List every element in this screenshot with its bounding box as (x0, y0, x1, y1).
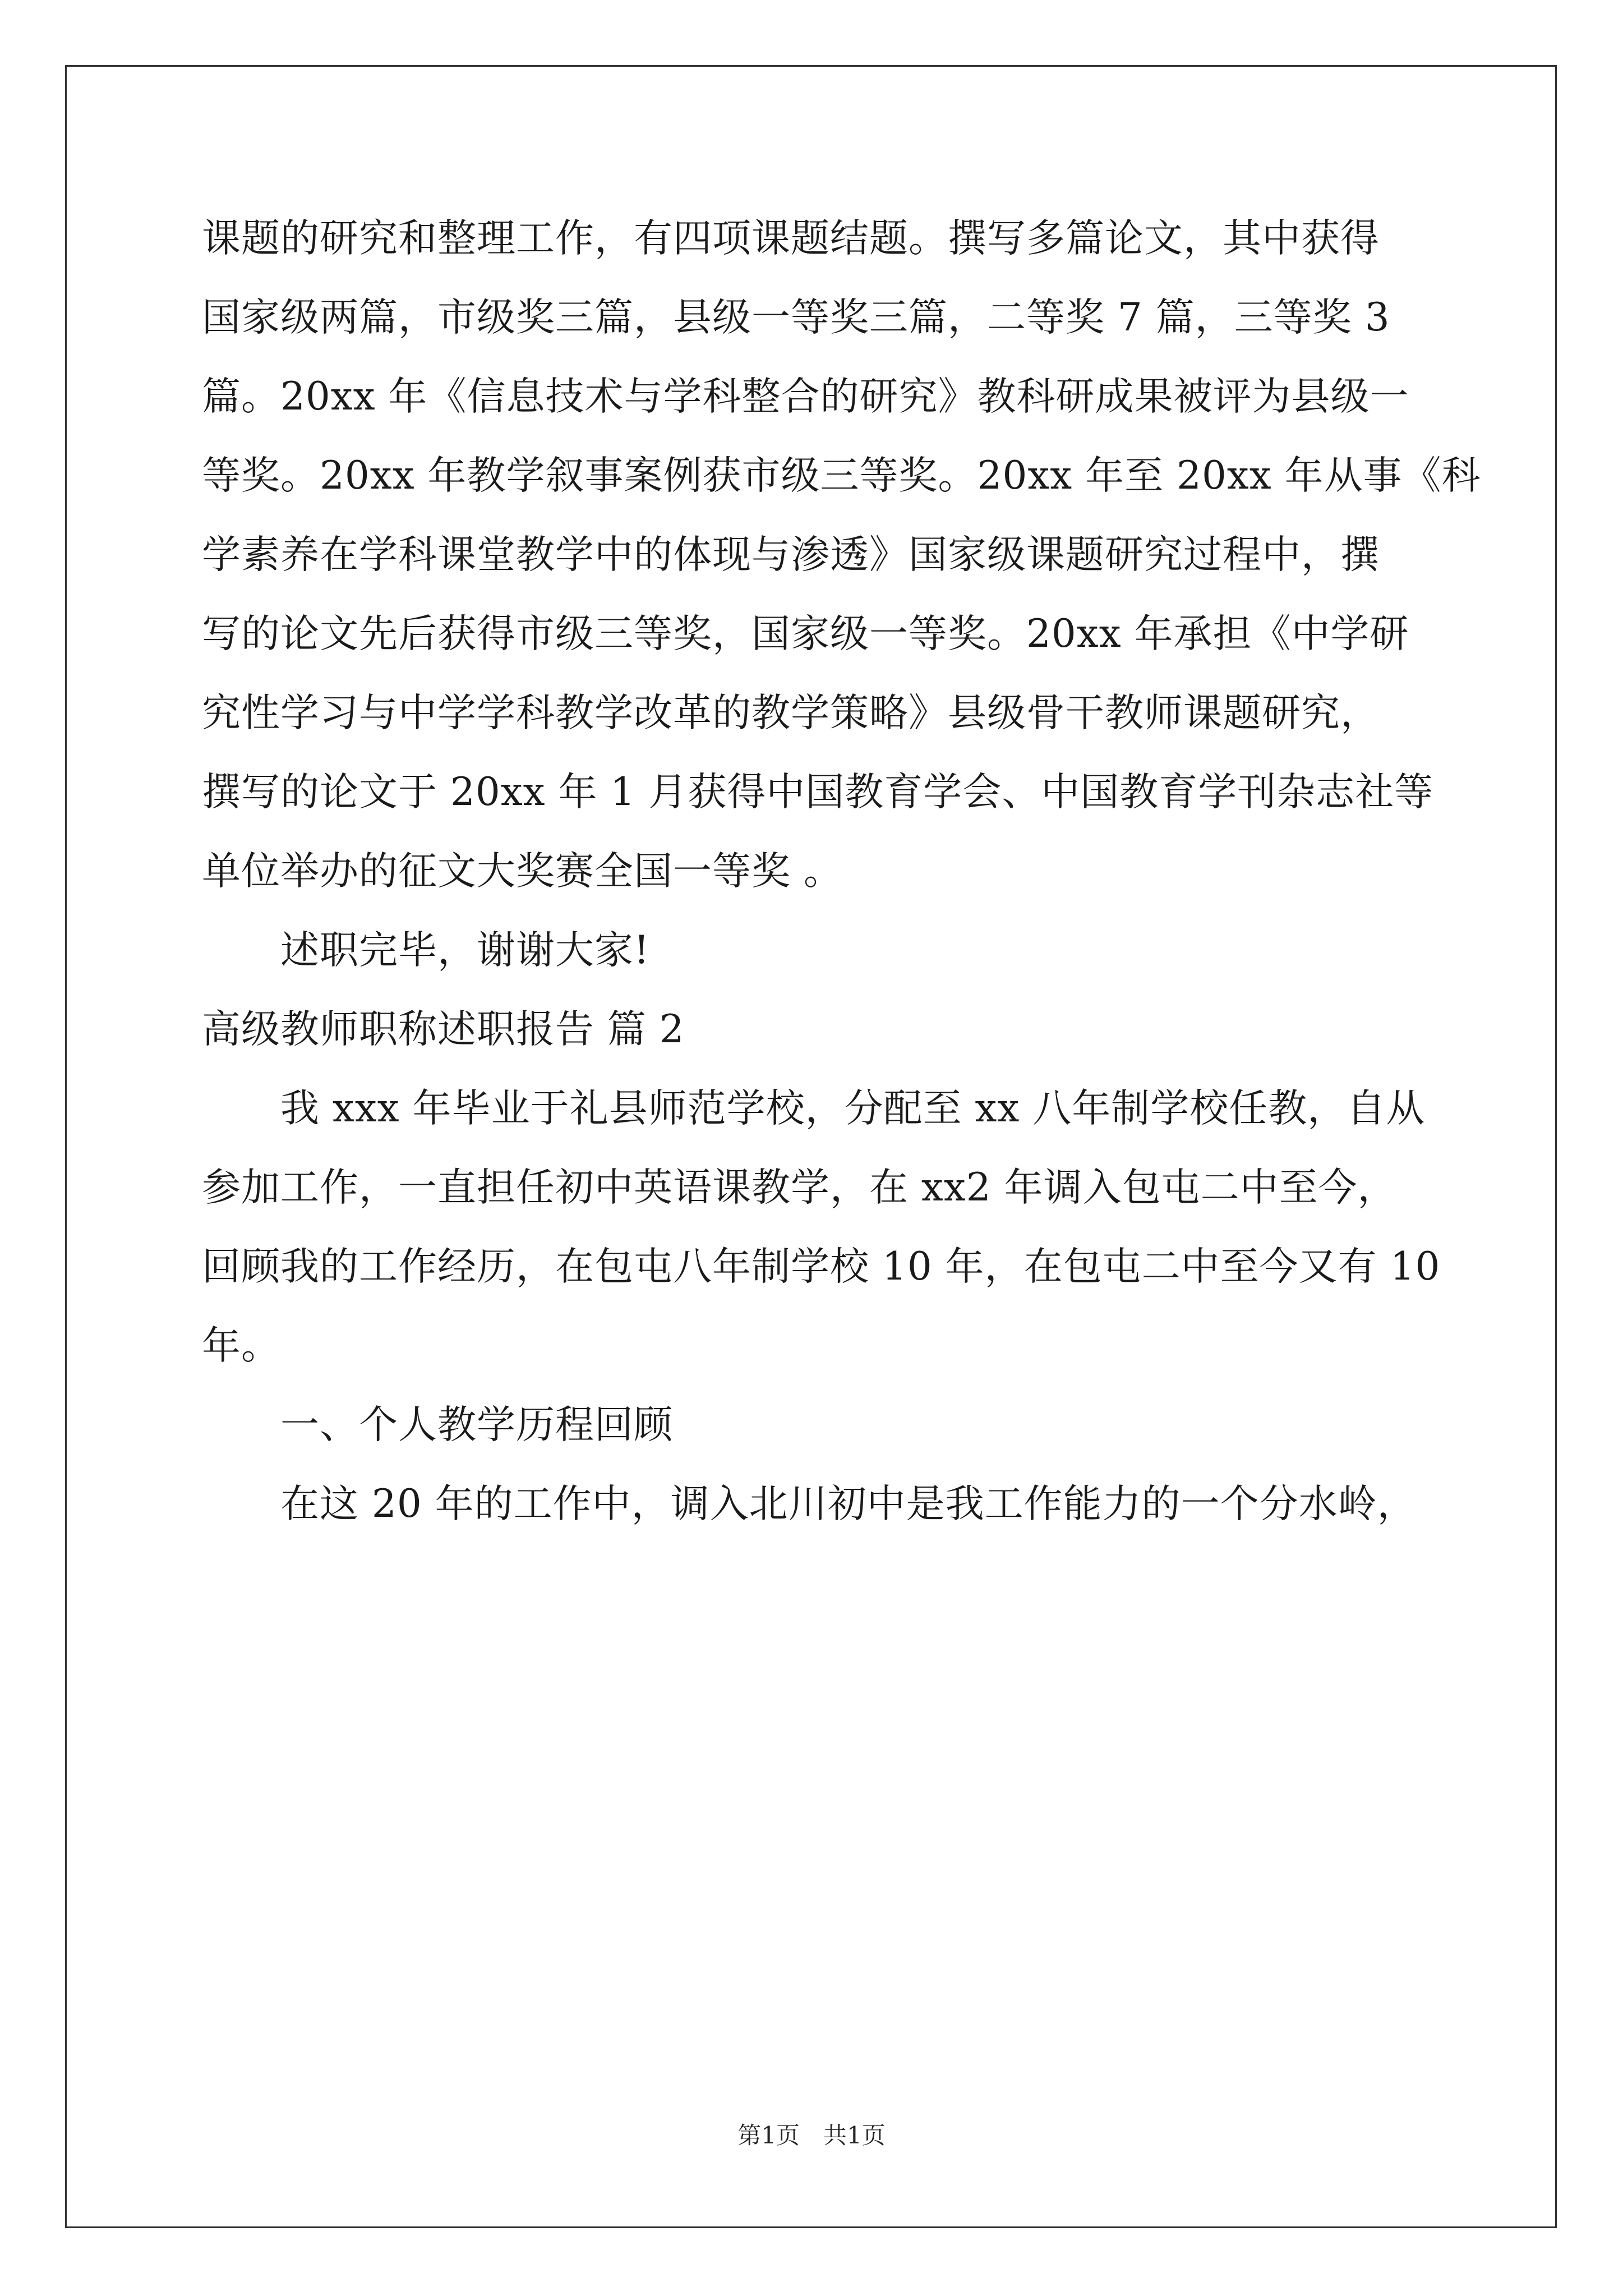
closing-line: 述职完毕，谢谢大家! (280, 928, 650, 973)
paragraph-line-5: 学素养在学科课堂教学中的体现与渗透》国家级课题研究过程中，撰 (202, 532, 1380, 577)
paragraph-line-6: 写的论文先后获得市级三等奖，国家级一等奖。20xx 年承担《中学研 (202, 611, 1409, 656)
subsection-heading: 一、个人教学历程回顾 (280, 1402, 673, 1447)
paragraph-line-17: 在这 20 年的工作中，调入北川初中是我工作能力的一个分水岭， (280, 1481, 1417, 1526)
paragraph-line-8: 撰写的论文于 20xx 年 1 月获得中国教育学会、中国教育学刊杂志社等 (202, 770, 1434, 815)
paragraph-line-12: 我 xxx 年毕业于礼县师范学校，分配至 xx 八年制学校任教，自从 (280, 1086, 1426, 1131)
paragraph-line-15: 年。 (202, 1323, 280, 1368)
paragraph-line-1: 课题的研究和整理工作，有四项课题结题。撰写多篇论文，其中获得 (202, 216, 1380, 261)
page-footer: 第1页 共1页 (737, 2122, 886, 2149)
paragraph-line-14: 回顾我的工作经历，在包屯八年制学校 10 年，在包屯二中至今又有 10 (202, 1244, 1441, 1289)
paragraph-line-9: 单位举办的征文大奖赛全国一等奖 。 (202, 849, 843, 894)
paragraph-line-4: 等奖。20xx 年教学叙事案例获市级三等奖。20xx 年至 20xx 年从事《科 (202, 453, 1481, 498)
paragraph-line-7: 究性学习与中学学科教学改革的教学策略》县级骨干教师课题研究， (202, 691, 1380, 735)
paragraph-line-2: 国家级两篇，市级奖三篇，县级一等奖三篇，二等奖 7 篇，三等奖 3 (202, 295, 1390, 340)
paragraph-line-3: 篇。20xx 年《信息技术与学科整合的研究》教科研成果被评为县级一 (202, 374, 1409, 419)
section-heading: 高级教师职称述职报告 篇 2 (202, 1007, 685, 1052)
paragraph-line-13: 参加工作，一直担任初中英语课教学，在 xx2 年调入包屯二中至今， (202, 1165, 1397, 1210)
